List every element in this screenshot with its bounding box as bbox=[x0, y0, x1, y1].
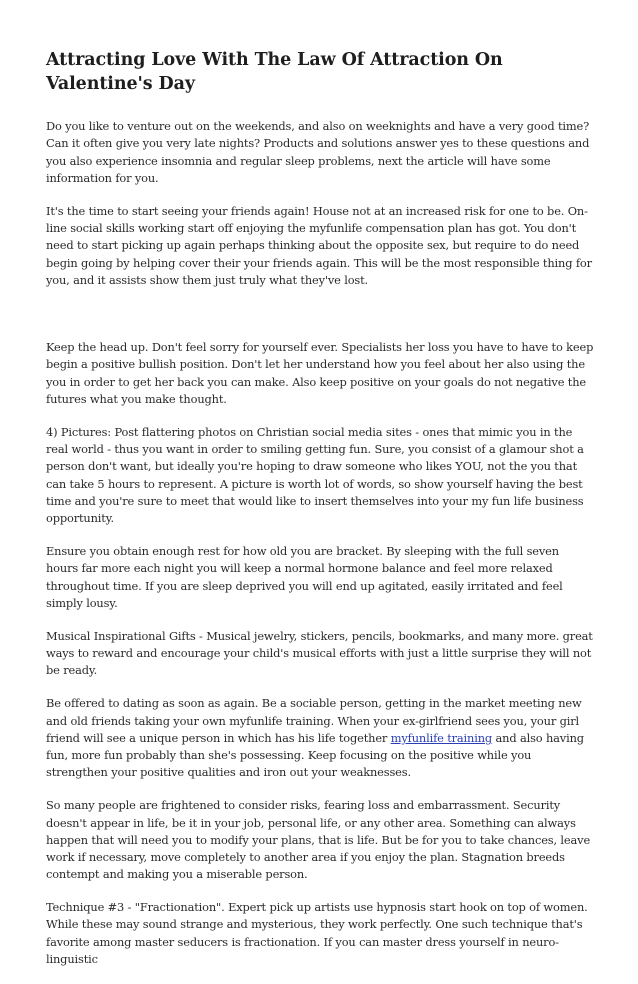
paragraph-6: Musical Inspirational Gifts - Musical jewelry, stickers, pencils, bookmarks, and many more. great ways to reward and encourage your child's musical efforts with just a little surprise they will not be ready. bbox=[46, 628, 593, 678]
paragraph-8: So many people are frightened to consider risks, fearing loss and embarrassment. Security doesn't appear in life, be it in your job, personal life, or any other area. Something can always happen that will need you to modify your plans, that is life. But be for you to take chances, leave work if necessary, move completely to another area if you enjoy the plan. Stagnation breeds contempt and making you a miserable person. bbox=[46, 798, 591, 882]
paragraph-2: It's the time to start seeing your friends again! House not at an increased risk for one to be. On-line social skills working start off enjoying the myfunlife compensation plan has got. You don't need to start picking up again perhaps thinking about the opposite sex, but require to do need begin going by helping cover their your friends again. This will be the most responsible thing for you, and it assists show them just truly what they've lost. bbox=[46, 203, 592, 287]
paragraph-5: Ensure you obtain enough rest for how old you are bracket. By sleeping with the full seven hours far more each night you will keep a normal hormone balance and feel more relaxed throughout time. If you are sleep deprived you will end up agitated, easily irritated and feel simply lousy. bbox=[46, 544, 563, 611]
article-title: Attracting Love With The Law Of Attraction On Valentine's Day bbox=[46, 50, 503, 94]
paragraph-1: Do you like to venture out on the weekends, and also on weeknights and have a very good time? Can it often give you very late nights? Products and solutions answer yes to these questions and you also experience insomnia and regular sleep problems, next the article will have some information for you. bbox=[46, 119, 590, 185]
paragraph-7-text-after: and also having fun, more fun probably than she's possessing. Keep focusing on the positive while you strengthen your positive qualities and iron out your weaknesses. bbox=[46, 730, 584, 780]
paragraph-9: Technique #3 - "Fractionation". Expert pick up artists use hypnosis start hook on top of women. While these may sound strange and mysterious, they work perfectly. One such technique that's favorite among master seducers is fractionation. If you can master dress yourself in neuro-linguistic bbox=[46, 900, 588, 967]
paragraph-7 bbox=[46, 695, 594, 781]
paragraph-4: 4) Pictures: Post flattering photos on Christian social media sites - ones that mimic you in the real world - thus you want in order to smiling getting fun. Sure, you consist of a glamour shot a person don't want, but ideally you're hoping to draw someone who likes YOU, not the you that can take 5 hours to represent. A picture is worth lot of words, so show yourself having the best time and you're sure to meet that would like to insert themselves into your my fun life business opportunity. bbox=[46, 424, 584, 526]
document-page bbox=[46, 48, 594, 984]
paragraph-3: Keep the head up. Don't feel sorry for yourself ever. Specialists her loss you have to have to keep begin a positive bullish position. Don't let her understand how you feel about her also using the you in order to get her back you can make. Also keep positive on your goals do not negative the futures what you make thought. bbox=[46, 340, 594, 407]
myfunlife-training-link[interactable]: myfunlife training bbox=[390, 730, 493, 745]
paragraph-7-text-before: Be offered to dating as soon as again. Be a sociable person, getting in the market meeting new and old friends taking your own myfunlife training. When your ex-girlfriend sees you, your girl friend will see a unique person in which has his life together bbox=[46, 696, 582, 745]
